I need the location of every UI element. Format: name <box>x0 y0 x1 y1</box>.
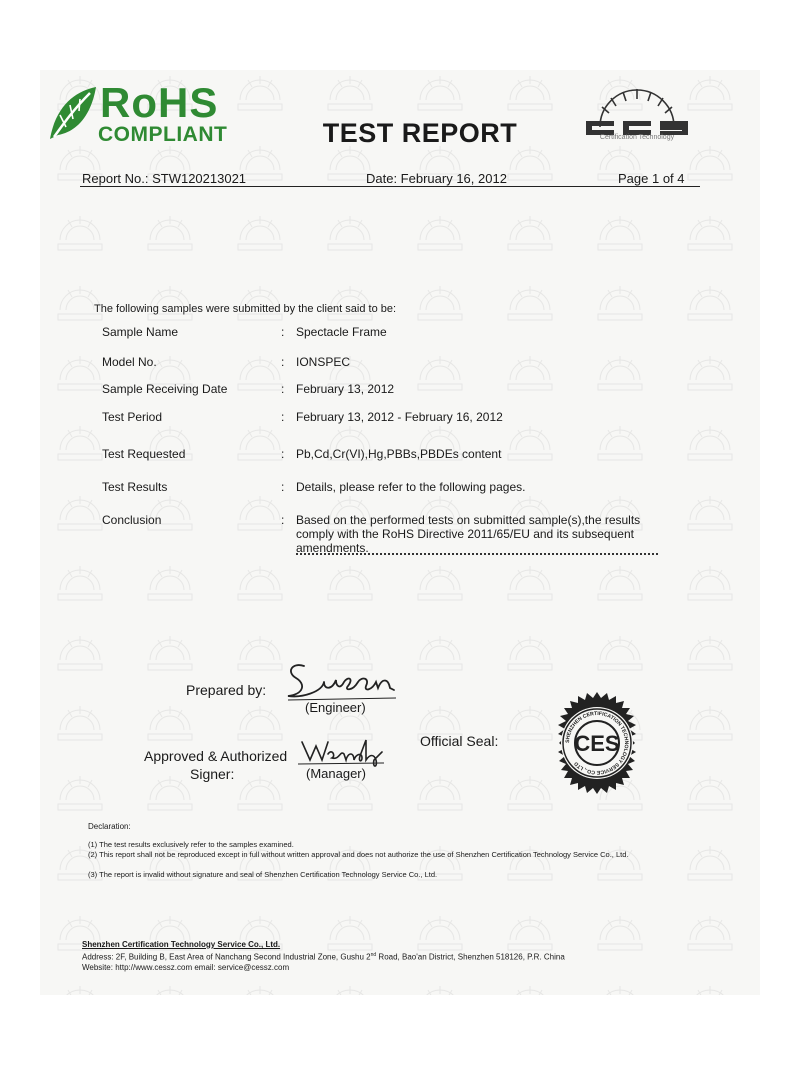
leaf-icon <box>46 85 98 143</box>
declaration-item: (2) This report shall not be reproduced except in full without written approval and does not authorize the use of Shenzhen Certification Technology Service Co., Ltd. <box>88 850 629 859</box>
field-label: Conclusion <box>102 513 162 527</box>
rohs-title: RoHS <box>100 79 219 126</box>
footer-address: Address: 2F, Building B, East Area of Nanchang Second Industrial Zone, Gushu 2nd Road, Bao'an District, Shenzhen 518126, P.R. China <box>82 952 565 962</box>
field-label: Test Requested <box>102 447 186 461</box>
field-label: Sample Receiving Date <box>102 382 228 396</box>
official-seal-label: Official Seal: <box>420 733 499 749</box>
field-label: Test Results <box>102 480 168 494</box>
official-seal-stamp <box>544 690 650 796</box>
report-title: TEST REPORT <box>322 118 518 148</box>
field-colon: : <box>281 480 285 494</box>
field-colon: : <box>281 382 285 396</box>
field-label: Test Period <box>102 410 163 424</box>
field-value: February 13, 2012 <box>296 382 395 396</box>
field-label: Sample Name <box>102 325 179 339</box>
page-indicator: Page 1 of 4 <box>618 171 685 186</box>
ces-logo-caption: Certification Technology <box>599 134 675 141</box>
field-value: Spectacle Frame <box>296 325 387 339</box>
declaration-item: (1) The test results exclusively refer to the samples examined. <box>88 840 294 849</box>
svg-text:CES: CES <box>574 731 620 756</box>
declaration-title: Declaration: <box>88 822 131 831</box>
intro-text: The following samples were submitted by the client said to be: <box>94 303 397 315</box>
field-colon: : <box>281 355 285 369</box>
approved-authorized-label: Approved & Authorized <box>144 748 288 764</box>
report-date: Date: February 16, 2012 <box>366 171 507 186</box>
declaration-item: (3) The report is invalid without signature and seal of Shenzhen Certification Technology Service Co., Ltd. <box>88 870 438 879</box>
field-colon: : <box>281 513 285 527</box>
rohs-compliant-text: COMPLIANT <box>98 123 228 146</box>
report-number: Report No.: STW120213021 <box>82 171 247 186</box>
footer-website-email: Website: http://www.cessz.com email: service@cessz.com <box>82 963 290 972</box>
field-value: Details, please refer to the following pages. <box>296 480 526 494</box>
svg-text:SHENZHEN CERTIFICATION TECHNOL: SHENZHEN CERTIFICATION TECHNOLOGY SERVICE CO., LTD <box>564 710 630 776</box>
engineer-role: (Engineer) <box>305 700 366 715</box>
rohs-compliant-logo <box>46 79 236 146</box>
footer-company-name: Shenzhen Certification Technology Service Co., Ltd. <box>82 940 281 949</box>
field-label: Model No. <box>102 355 157 369</box>
field-value: Pb,Cd,Cr(VI),Hg,PBBs,PBDEs content <box>296 447 502 461</box>
manager-signature <box>296 734 386 768</box>
field-value: February 13, 2012 - February 16, 2012 <box>296 410 503 424</box>
field-colon: : <box>281 325 285 339</box>
signer-label: Signer: <box>190 766 235 782</box>
field-value: IONSPEC <box>296 355 351 369</box>
dotted-divider <box>296 553 658 555</box>
field-colon: : <box>281 447 285 461</box>
manager-role: (Manager) <box>306 766 366 781</box>
field-colon: : <box>281 410 285 424</box>
field-value: Based on the performed tests on submitted sample(s),the results comply with the RoHS Directive 2011/65/EU and its subsequent amendments. <box>296 513 641 555</box>
prepared-by-label: Prepared by: <box>186 682 267 698</box>
engineer-signature <box>282 656 402 704</box>
header-divider <box>80 186 700 187</box>
